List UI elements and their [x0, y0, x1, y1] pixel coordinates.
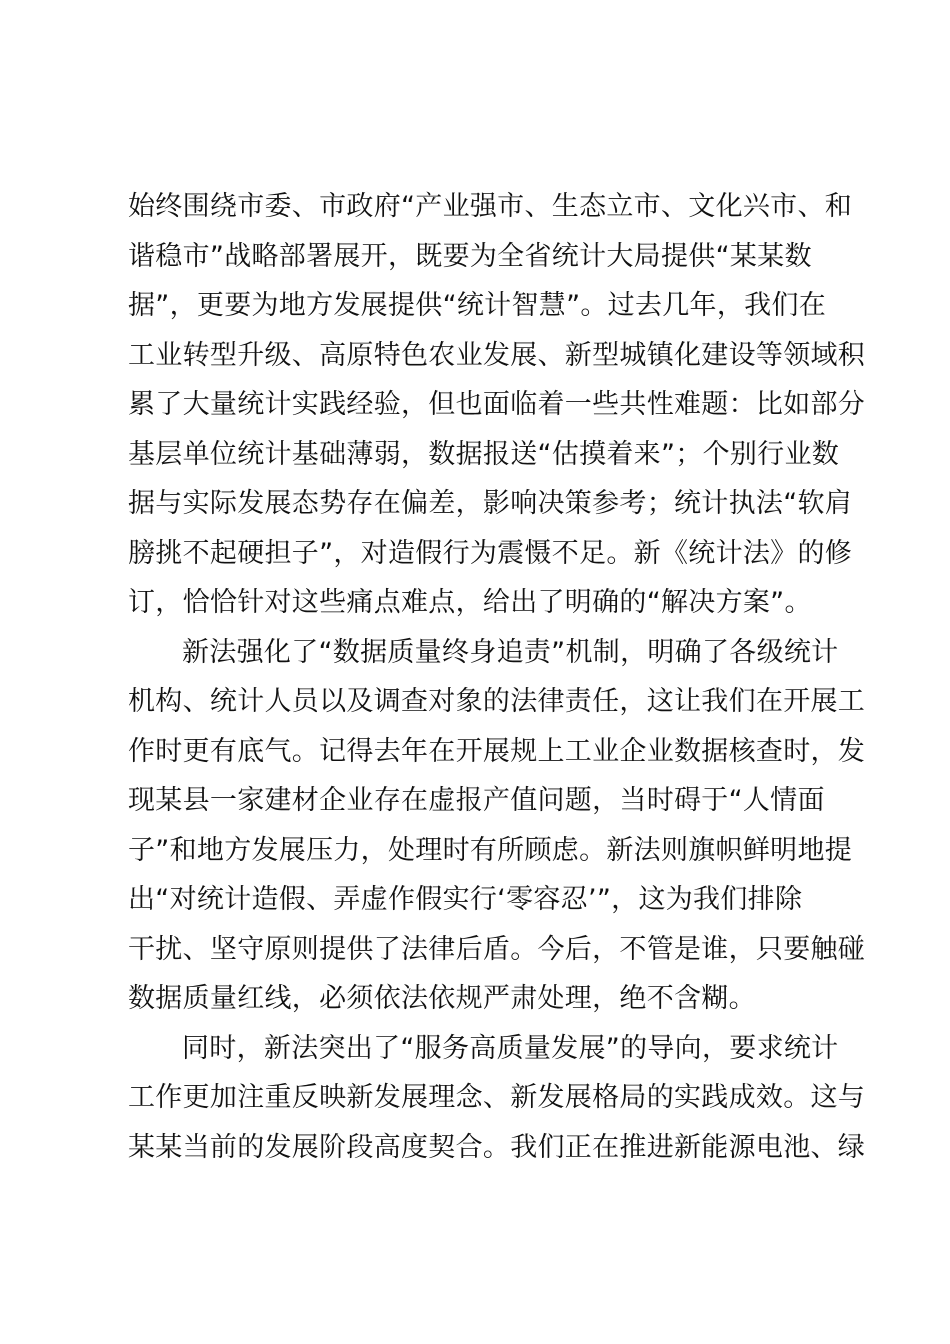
text-line: 累了大量统计实践经验，但也面临着一些共性难题：比如部分: [128, 389, 866, 420]
paragraph: [128, 182, 866, 628]
text-line: 膀挑不起硬担子”，对造假行为震慑不足。新《统计法》的修: [128, 537, 853, 569]
text-line: 据”，更要为地方发展提供“统计智慧”。过去几年，我们在: [128, 290, 827, 321]
text-line: 子”和地方发展压力，处理时有所顾虑。新法则旗帜鲜明地提: [128, 834, 853, 866]
text-line: 基层单位统计基础薄弱，数据报送“估摸着来”；个别行业数: [128, 438, 840, 470]
text-line: 订，恰恰针对这些痛点难点，给出了明确的“解决方案”。: [128, 587, 812, 618]
text-line: 谐稳市”战略部署展开，既要为全省统计大局提供“某某数: [128, 240, 812, 272]
text-line: 始终围绕市委、市政府“产业强市、生态立市、文化兴市、和: [128, 191, 853, 222]
text-line: 工作更加注重反映新发展理念、新发展格局的实践成效。这与: [128, 1082, 866, 1113]
text-line: 某某当前的发展阶段高度契合。我们正在推进新能源电池、绿: [128, 1131, 866, 1163]
text-line: 据与实际发展态势存在偏差，影响决策参考；统计执法“软肩: [128, 488, 853, 519]
text-line: 干扰、坚守原则提供了法律后盾。今后，不管是谁，只要触碰: [128, 933, 866, 965]
text-line: 工业转型升级、高原特色农业发展、新型城镇化建设等领域积: [128, 339, 866, 371]
text-line: 同时，新法突出了“服务高质量发展”的导向，要求统计: [182, 1032, 839, 1064]
text-line: 新法强化了“数据质量终身追责”机制，明确了各级统计: [182, 636, 839, 668]
paragraph: [128, 1024, 866, 1173]
text-line: 数据质量红线，必须依法依规严肃处理，绝不含糊。: [128, 983, 756, 1014]
document-body: [128, 182, 866, 1172]
text-line: 现某县一家建材企业存在虚报产值问题，当时碍于“人情面: [128, 785, 825, 816]
paragraph: [128, 628, 866, 1024]
text-line: 机构、统计人员以及调查对象的法律责任，这让我们在开展工: [128, 686, 866, 717]
text-line: 作时更有底气。记得去年在开展规上工业企业数据核查时，发: [128, 735, 866, 767]
text-line: 出“对统计造假、弄虚作假实行‘零容忍’”，这为我们排除: [128, 884, 803, 915]
